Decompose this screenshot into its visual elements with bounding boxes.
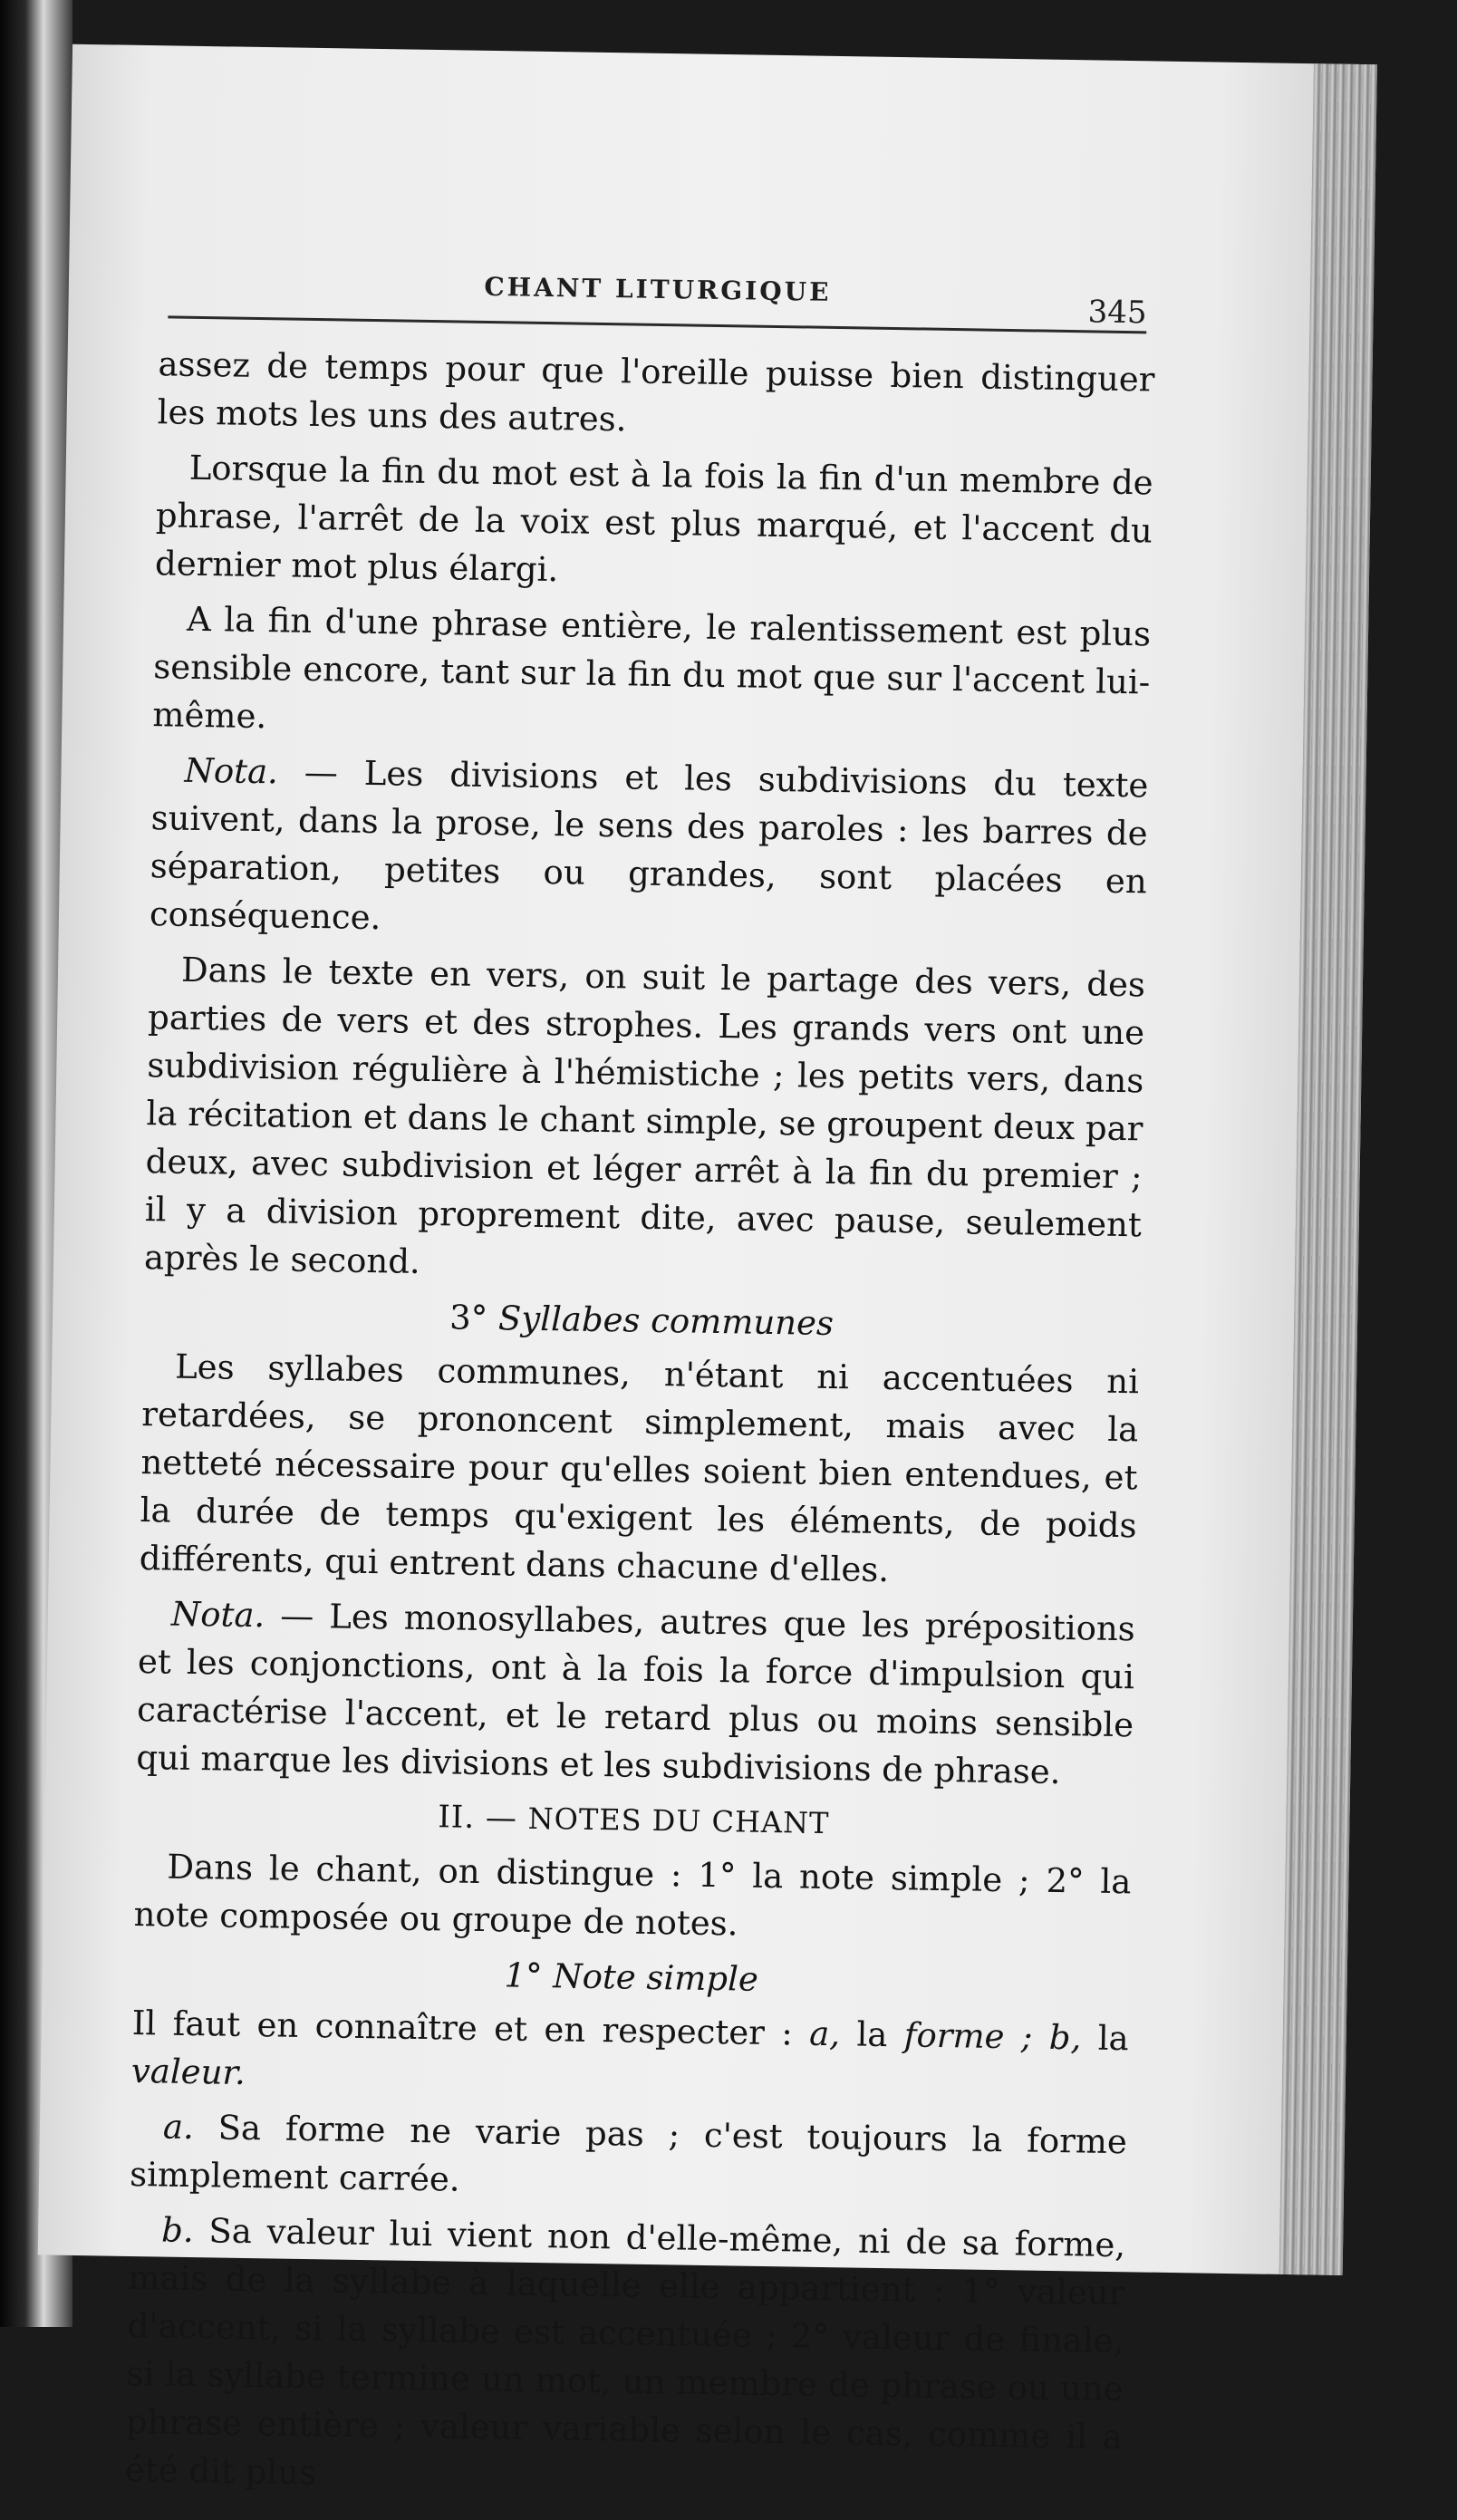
item-text: Sa valeur lui vient non d'elle-même, ni de sa forme, mais de la syllabe à laquelle elle appartient : 1° valeur d'accent, si la syllabe est accentuée ; 2° valeur de finale, si la syllabe termine un mot, un membre de phrase ou une phrase entière ; valeur variable selon le cas, comme il a été dit plus: [124, 2211, 1126, 2493]
paragraph: [131, 1999, 1130, 2110]
section-heading-notes-du-chant: [135, 1789, 1133, 1852]
subheading-note-simple: [132, 1946, 1130, 2009]
running-title: CHANT LITURGIQUE: [484, 271, 832, 307]
subheading-syllabes-communes: [143, 1289, 1141, 1352]
paragraph: [130, 2102, 1128, 2214]
nota-label: Nota.: [184, 750, 279, 792]
text-run-italic: a,: [808, 2013, 841, 2054]
item-text: Sa forme ne varie pas ; c'est toujours la forme simplement carrée.: [129, 2108, 1128, 2199]
nota-label: Nota.: [170, 1594, 265, 1636]
subheading-text: Syllabes communes: [497, 1299, 835, 1344]
item-label: b.: [160, 2210, 194, 2251]
paragraph: Dans le texte en vers, on suit le partage des vers, des parties de vers et des strophes. Les grands vers ont une subdivision régulière à l'hémistiche ; les petits vers, dans la récitation et dans le chant simple, se groupent deux par deux, avec subdivision et léger arrêt à la fin du premier ; il y a division proprement dite, avec pause, seulement après le second.: [143, 950, 1146, 1281]
paragraph-continued: assez de temps pour que l'oreille puisse bien distinguer les mots les uns des autres.: [157, 344, 1155, 439]
page-stack-edges: [1279, 63, 1377, 2275]
page-body: [125, 340, 1155, 2516]
nota-text: — Les monosyllabes, autres que les prépositions et les conjonctions, ont à la fois la force d'impulsion qui caractérise l'accent, et le retard plus ou moins sensible qui marque les divisions et les subdivisions de phrase.: [136, 1596, 1136, 1792]
section-title: NOTES DU CHANT: [527, 1801, 830, 1841]
paragraph-nota: [136, 1589, 1135, 1797]
paragraph: Dans le chant, on distingue : 1° la note simple ; 2° la note composée ou groupe de notes.: [133, 1847, 1132, 1944]
subheading-number: 1°: [504, 1955, 543, 1996]
text-run-italic: valeur.: [130, 2051, 246, 2092]
item-label: a.: [162, 2107, 195, 2148]
page-number: 345: [1087, 294, 1147, 332]
book-page: [38, 44, 1377, 2493]
header-rule: [168, 315, 1146, 333]
text-run: la: [1080, 2018, 1130, 2059]
subheading-text: Note simple: [552, 1956, 759, 1999]
section-number: II. —: [438, 1799, 518, 1837]
paragraph: A la fin d'une phrase entière, le ralentissement est plus sensible encore, tant sur la fin du mot que sur l'accent lui-même.: [152, 599, 1152, 737]
text-run-italic: forme ; b,: [903, 2015, 1082, 2058]
subheading-number: 3°: [449, 1298, 488, 1338]
paragraph: [125, 2206, 1126, 2509]
nota-text: — Les divisions et les subdivisions du texte suivent, dans la prose, le sens des paroles : les barres de séparation, petites ou grandes, sont placées en conséquence.: [149, 752, 1149, 938]
paragraph: Les syllabes communes, n'étant ni accentuées ni retardées, se prononcent simplement, mais avec la netteté nécessaire pour qu'elles soient bien entendues, et la durée de temps qu'exigent les éléments, de poids différents, qui entrent dans chacune d'elles.: [139, 1347, 1140, 1590]
text-run: Il faut en connaître et en respecter :: [131, 2003, 810, 2053]
paragraph: Lorsque la fin du mot est à la fois la fin d'un membre de phrase, l'arrêt de la voix est plus marqué, et l'accent du dernier mot plus élargi.: [154, 448, 1153, 590]
paragraph-nota: [150, 746, 1149, 953]
running-header: [168, 263, 1147, 342]
text-run: la: [839, 2014, 905, 2055]
